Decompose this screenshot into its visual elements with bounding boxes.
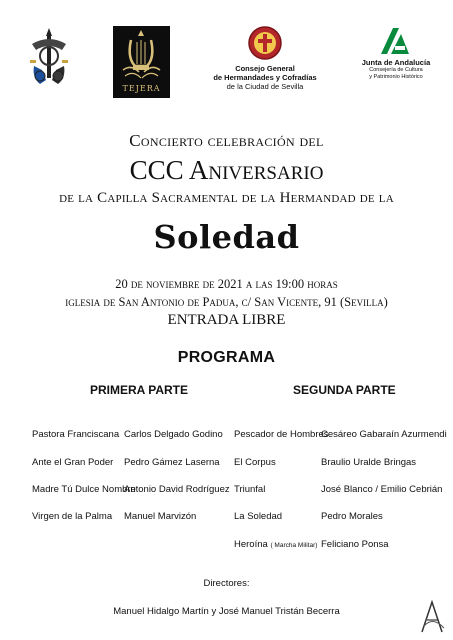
primera-composer-2: Pedro Gámez Laserna [124, 457, 220, 468]
entry-free: ENTRADA LIBRE [167, 312, 286, 328]
junta-line3: y Patrimonio Histórico [369, 74, 423, 80]
segunda-composer-5: Feliciano Ponsa [321, 539, 389, 550]
junta-andalucia-icon [377, 26, 413, 58]
hermandad-shield-logo [22, 26, 76, 88]
programa-title: PROGRAMA [177, 349, 276, 366]
segunda-parte-title: SEGUNDA PARTE [293, 383, 396, 397]
event-place: iglesia de San Antonio de Padua, c/ San Vicente, 91 (Sevilla) [65, 295, 388, 309]
segunda-work-5 [234, 539, 317, 550]
tejera-label: TEJERA [122, 84, 161, 93]
heading-line1: Concierto celebración del [129, 131, 324, 150]
junta-text [350, 58, 442, 81]
primera-parte-title: PRIMERA PARTE [90, 383, 189, 397]
segunda-work-5-note: ( Marcha Militar) [270, 542, 318, 549]
primera-work-3: Madre Tú Dulce Nombre [32, 484, 136, 495]
consejo-text [200, 64, 330, 91]
primera-work-2: Ante el Gran Poder [32, 457, 114, 468]
tejera-logo [113, 26, 170, 98]
segunda-composer-3: José Blanco / Emilio Cebrián [321, 484, 443, 495]
event-date: 20 de noviembre de 2021 a las 19:00 horas [115, 277, 338, 291]
segunda-composer-4: Pedro Morales [321, 511, 383, 522]
consejo-line1: Consejo General [235, 64, 295, 73]
primera-composer-1: Carlos Delgado Godino [124, 429, 223, 440]
logo-row [0, 22, 453, 102]
segunda-work-3: Triunfal [234, 484, 266, 495]
segunda-work-4: La Soledad [234, 511, 283, 522]
directores-label: Directores: [203, 578, 250, 589]
segunda-work-2: El Corpus [234, 457, 276, 468]
primera-composer-4: Manuel Marvizón [124, 511, 197, 522]
segunda-composer-2: Braulio Uralde Bringas [321, 457, 417, 468]
consejo-crest-icon [247, 25, 283, 61]
lyre-icon [113, 26, 170, 86]
segunda-composer-1: Cesáreo Gabaraín Azurmendi [321, 429, 447, 440]
monogram-icon [418, 598, 448, 636]
primera-work-1: Pastora Franciscana [32, 429, 120, 440]
segunda-work-5-title: Heroína [234, 539, 268, 550]
consejo-line2: de Hermandades y Cofradías [213, 73, 317, 82]
heading-line3: de la Capilla Sacramental de la Hermandad de la [59, 190, 394, 206]
soledad-title: Soledad [153, 218, 300, 256]
consejo-line3: de la Ciudad de Sevilla [226, 82, 304, 91]
segunda-work-1: Pescador de Hombres [234, 429, 329, 440]
junta-line1: Junta de Andalucía [361, 58, 431, 67]
primera-work-4: Virgen de la Palma [32, 511, 113, 522]
heading-title: CCC Aniversario [129, 155, 324, 185]
junta-line2: Consejería de Cultura [369, 67, 423, 73]
primera-composer-3: Antonio David Rodríguez [124, 484, 230, 495]
directores-names: Manuel Hidalgo Martín y José Manuel Tristán Becerra [113, 606, 340, 617]
